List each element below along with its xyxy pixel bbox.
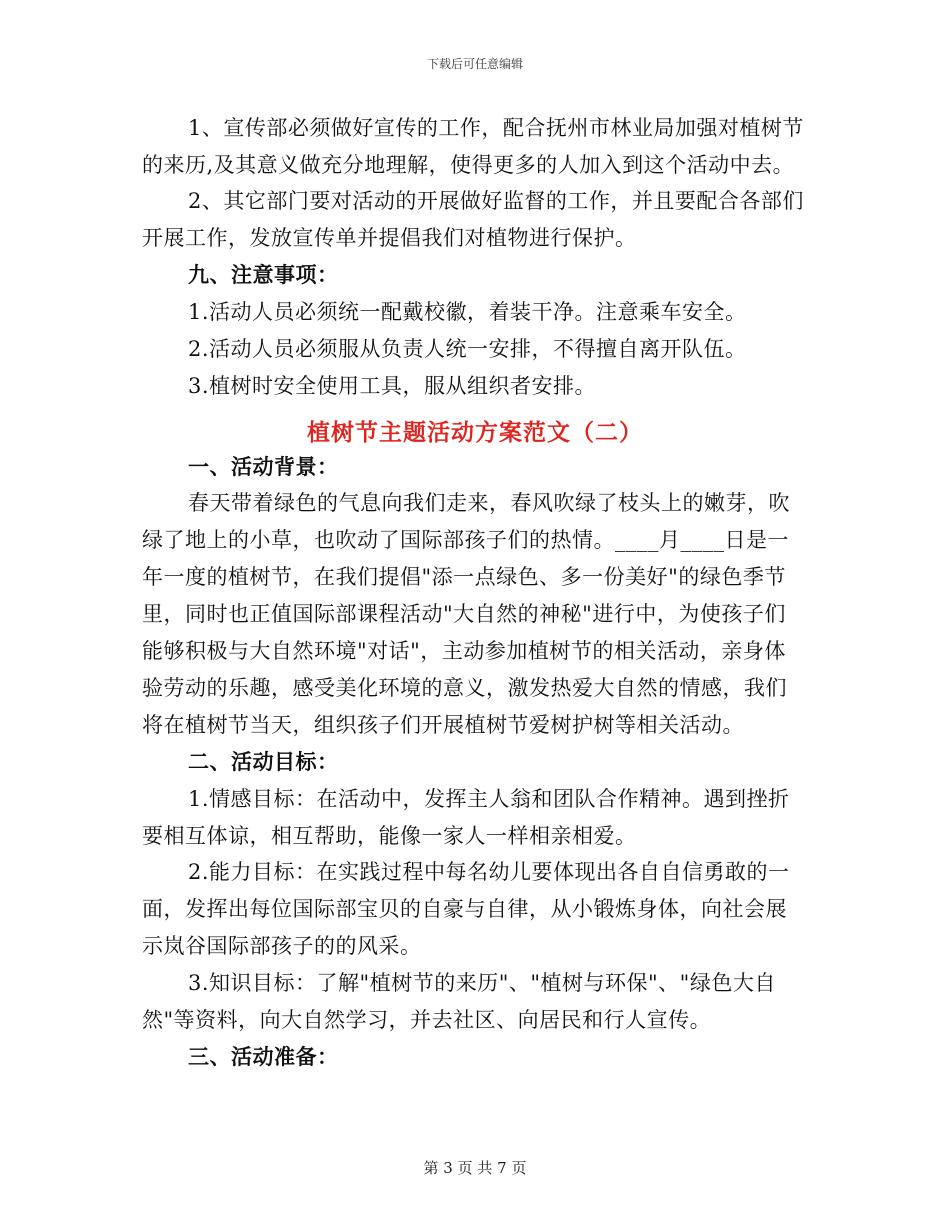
document-title: 植树节主题活动方案范文（二） — [307, 420, 643, 446]
background-line-3: 年一度的植树节，在我们提倡"添一点绿色、多一份美好"的绿色季节 — [142, 565, 786, 589]
background-line-4: 里，同时也正值国际部课程活动"大自然的神秘"进行中，为使孩子们 — [142, 602, 786, 626]
goal1-line2: 要相互体谅，相互帮助，能像一家人一样相亲相爱。 — [142, 824, 637, 848]
background-line-1: 春天带着绿色的气息向我们走来，春风吹绿了枝头上的嫩芽，吹 — [188, 491, 790, 515]
page-footer: 第 3 页 共 7 页 — [423, 1159, 527, 1177]
notes-item-3: 3.植树时安全使用工具，服从组织者安排。 — [188, 374, 597, 398]
background-heading: 一、活动背景： — [188, 455, 339, 479]
section-one-item2-line1: 2、其它部门要对活动的开展做好监督的工作，并且要配合各部们 — [188, 189, 804, 213]
header-note: 下载后可任意编辑 — [426, 57, 523, 71]
notes-item-2: 2.活动人员必须服从负责人统一安排，不得擅自离开队伍。 — [188, 337, 747, 361]
background-line-6: 验劳动的乐趣，感受美化环境的意义，激发热爱大自然的情感，我们 — [142, 676, 787, 700]
goal2-line1: 2.能力目标：在实践过程中每名幼儿要体现出各自自信勇敢的一 — [188, 860, 790, 884]
preparation-heading: 三、活动准备： — [188, 1045, 339, 1069]
background-line-2: 绿了地上的小草，也吹动了国际部孩子们的热情。____月____日是一 — [142, 528, 789, 552]
background-line-5: 能够积极与大自然环境"对话"，主动参加植树节的相关活动，亲身体 — [142, 639, 786, 663]
goals-heading: 二、活动目标： — [188, 750, 339, 774]
notes-heading: 九、注意事项： — [188, 263, 339, 287]
goal3-line2: 然"等资料，向大自然学习，并去社区、向居民和行人宣传。 — [142, 1008, 712, 1032]
background-line-7: 将在植树节当天，组织孩子们开展植树节爱树护树等相关活动。 — [142, 713, 744, 737]
goal3-line1: 3.知识目标：了解"植树节的来历"、"植树与环保"、"绿色大自 — [188, 971, 776, 995]
section-one-item1-line2: 的来历,及其意义做充分地理解，使得更多的人加入到这个活动中去。 — [142, 153, 795, 177]
goal1-line1: 1.情感目标：在活动中，发挥主人翁和团队合作精神。遇到挫折 — [188, 787, 790, 811]
goal2-line2: 面，发挥出每位国际部宝贝的自豪与自律，从小锻炼身体，向社会展 — [142, 897, 787, 921]
section-one-item1-line1: 1、宣传部必须做好宣传的工作，配合抚州市林业局加强对植树节 — [188, 116, 804, 140]
notes-item-1: 1.活动人员必须统一配戴校徽，着装干净。注意乘车安全。 — [188, 300, 747, 324]
goal2-line3: 示岚谷国际部孩子的的风采。 — [142, 934, 422, 958]
section-one-item2-line2: 开展工作，发放宣传单并提倡我们对植物进行保护。 — [142, 226, 637, 250]
